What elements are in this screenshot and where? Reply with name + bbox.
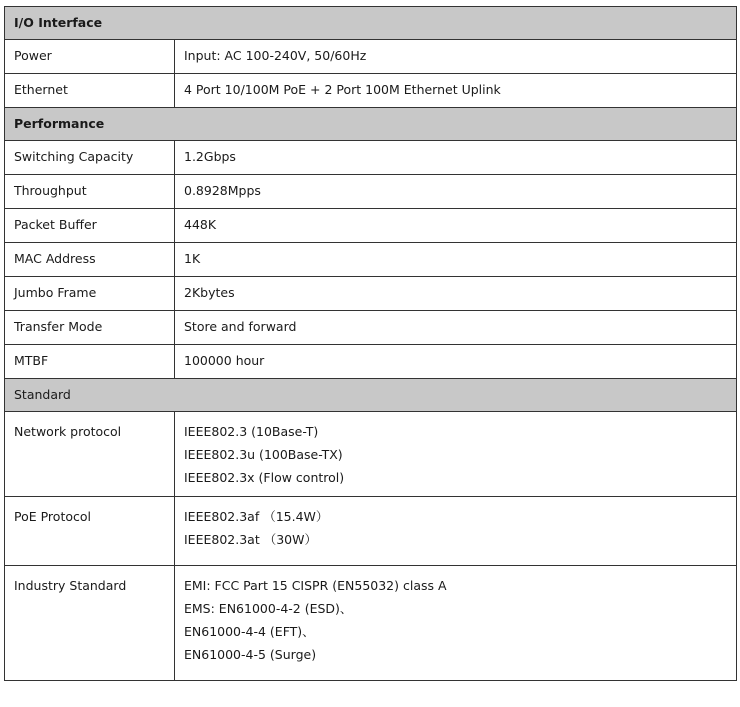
row-value: Store and forward	[175, 311, 737, 345]
table-row	[5, 141, 737, 175]
table-row	[5, 345, 737, 379]
row-value	[175, 566, 737, 681]
value-line: EN61000-4-4 (EFT)、	[184, 624, 315, 639]
section-title: I/O Interface	[5, 7, 737, 40]
row-label: PoE Protocol	[5, 497, 175, 566]
row-value: 1.2Gbps	[175, 141, 737, 175]
row-label: Industry Standard	[5, 566, 175, 681]
value-line: EMI: FCC Part 15 CISPR (EN55032) class A	[184, 578, 447, 593]
row-label: Switching Capacity	[5, 141, 175, 175]
row-value	[175, 412, 737, 497]
section-title: Standard	[5, 379, 737, 412]
table-row	[5, 412, 737, 497]
row-value: 0.8928Mpps	[175, 175, 737, 209]
value-line: IEEE802.3at （30W）	[184, 532, 317, 547]
section-row-standard	[5, 379, 737, 412]
value-line: IEEE802.3x (Flow control)	[184, 470, 345, 485]
row-label: Jumbo Frame	[5, 277, 175, 311]
table-row	[5, 40, 737, 74]
row-label: MAC Address	[5, 243, 175, 277]
value-line: EMS: EN61000-4-2 (ESD)、	[184, 601, 353, 616]
row-label: Throughput	[5, 175, 175, 209]
table-row	[5, 566, 737, 681]
spec-table	[4, 6, 737, 681]
row-label: Power	[5, 40, 175, 74]
table-row	[5, 497, 737, 566]
table-row	[5, 277, 737, 311]
row-value: 100000 hour	[175, 345, 737, 379]
value-line: IEEE802.3u (100Base-TX)	[184, 447, 343, 462]
row-label: Ethernet	[5, 74, 175, 108]
table-row	[5, 74, 737, 108]
row-label: MTBF	[5, 345, 175, 379]
table-row	[5, 243, 737, 277]
table-row	[5, 209, 737, 243]
value-line: EN61000-4-5 (Surge)	[184, 647, 317, 662]
row-label: Transfer Mode	[5, 311, 175, 345]
row-value	[175, 497, 737, 566]
row-value: 1K	[175, 243, 737, 277]
value-line: IEEE802.3 (10Base-T)	[184, 424, 319, 439]
section-row-io-interface	[5, 7, 737, 40]
section-row-performance	[5, 108, 737, 141]
value-line: IEEE802.3af （15.4W）	[184, 509, 329, 524]
section-title: Performance	[5, 108, 737, 141]
row-value: Input: AC 100-240V, 50/60Hz	[175, 40, 737, 74]
row-value: 4 Port 10/100M PoE + 2 Port 100M Ethernet Uplink	[175, 74, 737, 108]
row-label: Network protocol	[5, 412, 175, 497]
table-row	[5, 311, 737, 345]
row-value: 448K	[175, 209, 737, 243]
row-value: 2Kbytes	[175, 277, 737, 311]
table-row	[5, 175, 737, 209]
row-label: Packet Buffer	[5, 209, 175, 243]
